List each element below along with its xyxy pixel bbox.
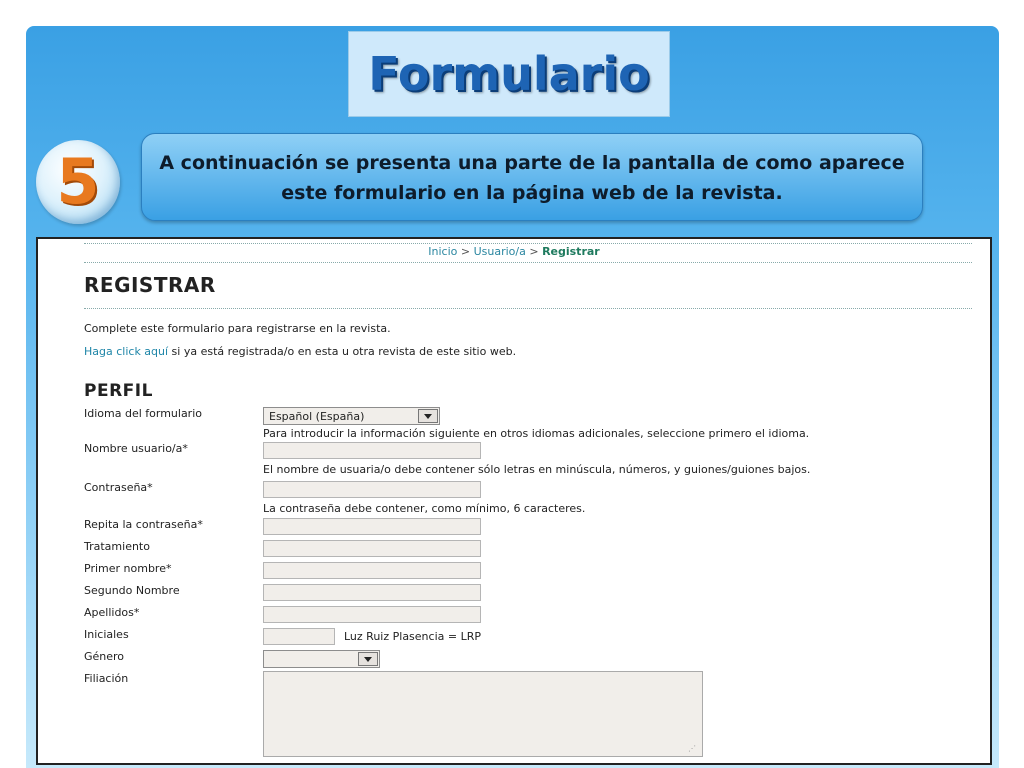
dropdown-button[interactable] xyxy=(358,652,378,666)
filiacion-label: Filiación xyxy=(84,672,129,685)
divider xyxy=(84,262,972,263)
breadcrumb xyxy=(38,245,990,258)
initials-example: Luz Ruiz Plasencia = LRP xyxy=(344,630,481,643)
breadcrumb-current[interactable]: Registrar xyxy=(542,245,600,258)
slide-title: Formulario xyxy=(368,47,650,101)
idioma-label: Idioma del formulario xyxy=(84,407,202,420)
registration-screenshot xyxy=(36,237,992,765)
breadcrumb-separator: > xyxy=(457,245,474,258)
primer-nombre-label: Primer nombre* xyxy=(84,562,172,575)
idioma-selected-value: Español (España) xyxy=(269,410,365,423)
apellidos-label: Apellidos* xyxy=(84,606,140,619)
last-name-input[interactable] xyxy=(263,606,481,623)
divider xyxy=(84,243,972,244)
first-name-input[interactable] xyxy=(263,562,481,579)
tratamiento-label: Tratamiento xyxy=(84,540,150,553)
intro-text: Complete este formulario para registrarse en la revista. xyxy=(84,322,391,335)
affiliation-textarea[interactable] xyxy=(263,671,703,757)
segundo-nombre-label: Segundo Nombre xyxy=(84,584,180,597)
password-input[interactable] xyxy=(263,481,481,498)
section-title: PERFIL xyxy=(84,381,153,401)
idioma-select[interactable] xyxy=(263,407,440,425)
chevron-down-icon xyxy=(424,414,432,419)
idioma-hint: Para introducir la información siguiente en otros idiomas adicionales, seleccione primero el idioma. xyxy=(263,427,810,440)
username-input[interactable] xyxy=(263,442,481,459)
slide-title-box xyxy=(348,31,670,117)
note-text: A continuación se presenta una parte de la pantalla de como aparece este formulario en la página web de la revista. xyxy=(159,152,905,204)
page-title: REGISTRAR xyxy=(84,273,216,297)
usuario-label: Nombre usuario/a* xyxy=(84,442,188,455)
divider xyxy=(84,308,972,309)
login-hint xyxy=(84,345,516,358)
dropdown-button[interactable] xyxy=(418,409,438,423)
usuario-hint: El nombre de usuaria/o debe contener sólo letras en minúscula, números, y guiones/guiones bajos. xyxy=(263,463,811,476)
breadcrumb-user-link[interactable]: Usuario/a xyxy=(473,245,526,258)
tratamiento-input[interactable] xyxy=(263,540,481,557)
chevron-down-icon xyxy=(364,657,372,662)
initials-input[interactable] xyxy=(263,628,335,645)
confirm-password-input[interactable] xyxy=(263,518,481,535)
breadcrumb-separator: > xyxy=(525,245,543,258)
contrasena-hint: La contraseña debe contener, como mínimo, 6 caracteres. xyxy=(263,502,586,515)
step-number: 5 xyxy=(56,145,100,218)
note-callout xyxy=(141,133,923,221)
genero-label: Género xyxy=(84,650,125,663)
repita-label: Repita la contraseña* xyxy=(84,518,203,531)
iniciales-label: Iniciales xyxy=(84,628,129,641)
breadcrumb-home-link[interactable]: Inicio xyxy=(428,245,458,258)
login-link[interactable]: Haga click aquí xyxy=(84,345,169,358)
step-badge xyxy=(36,140,120,224)
login-hint-text: si ya está registrada/o en esta u otra revista de este sitio web. xyxy=(168,345,517,358)
resize-grip-icon[interactable]: ⋰ xyxy=(688,744,696,753)
contrasena-label: Contraseña* xyxy=(84,481,153,494)
gender-select[interactable] xyxy=(263,650,380,668)
middle-name-input[interactable] xyxy=(263,584,481,601)
